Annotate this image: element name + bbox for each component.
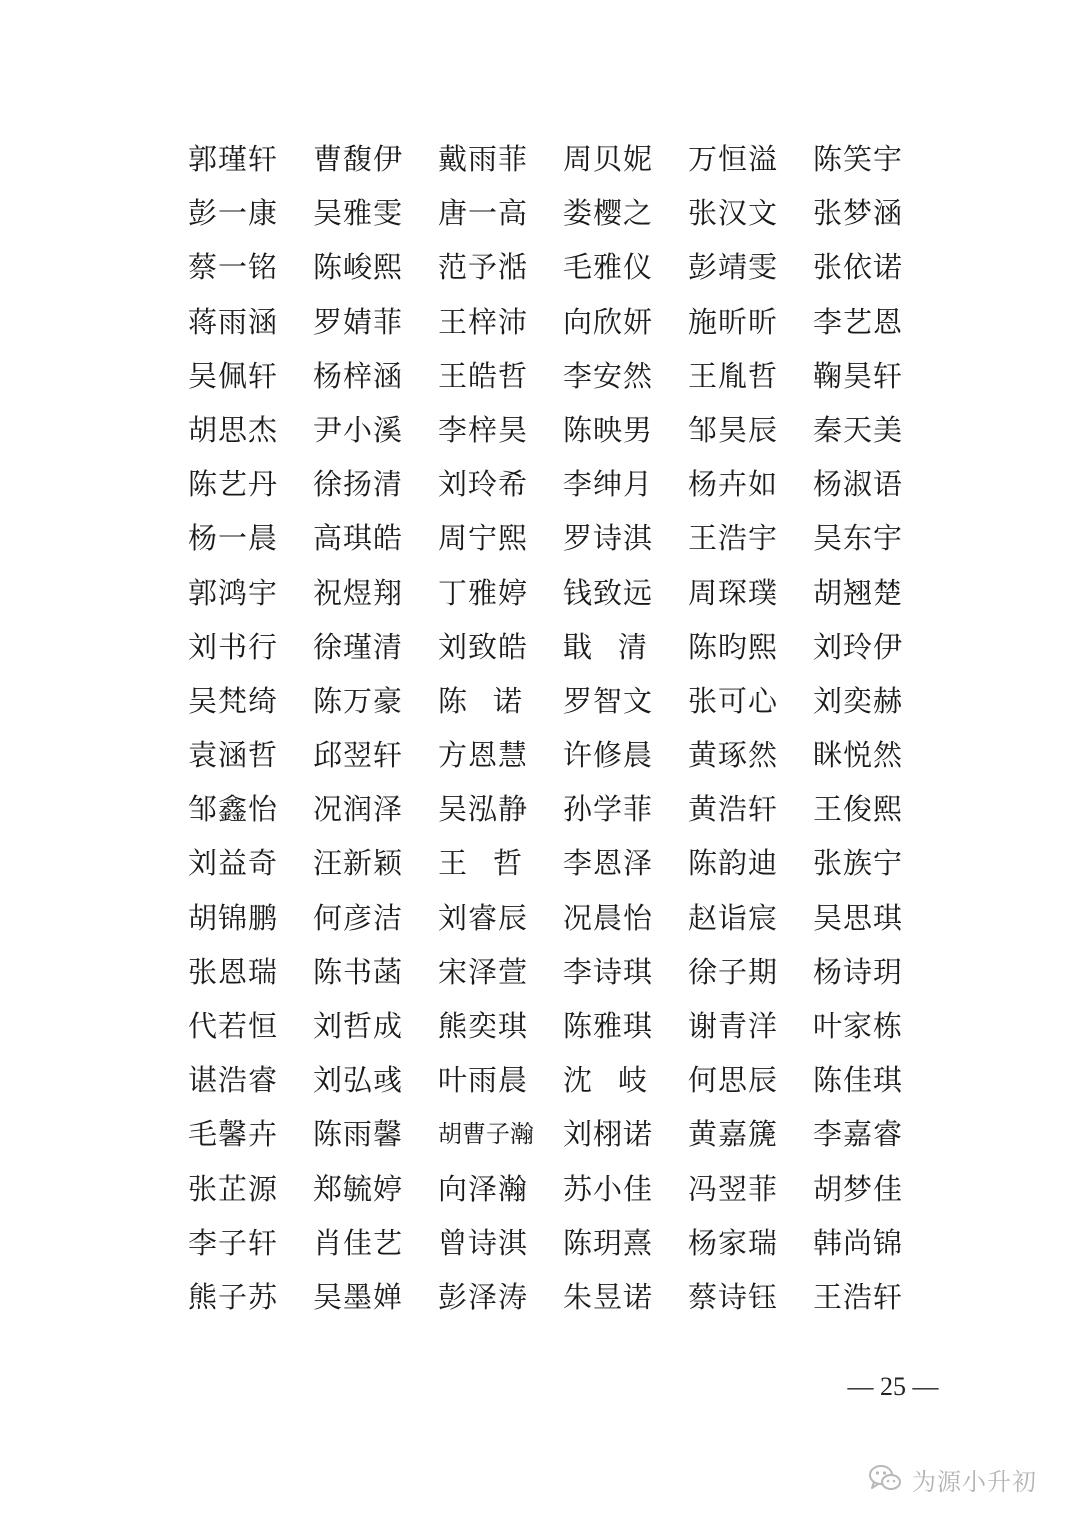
name-entry: 黄嘉篪 — [688, 1117, 779, 1152]
name-entry: 刘弘彧 — [313, 1063, 404, 1098]
name-entry: 高琪皓 — [313, 521, 404, 556]
name-entry: 叶家栋 — [813, 1009, 904, 1043]
watermark — [868, 1462, 1037, 1497]
name-entry: 刘哲成 — [313, 1009, 404, 1043]
name-entry: 郭鸿宇 — [188, 575, 279, 610]
name-entry: 周贝妮 — [563, 142, 654, 176]
name-entry: 邱翌轩 — [313, 738, 404, 773]
name-entry: 陈雨馨 — [313, 1117, 404, 1152]
name-entry: 胡锦鹏 — [188, 900, 279, 935]
name-entry: 熊奕琪 — [438, 1009, 529, 1043]
name-entry: 陈峻熙 — [313, 250, 404, 285]
name-entry: 黄琢然 — [688, 738, 779, 773]
wechat-icon — [868, 1463, 902, 1497]
name-entry: 李艺恩 — [813, 304, 904, 339]
name-entry: 陈雅琪 — [563, 1009, 654, 1043]
name-entry: 王浩轩 — [813, 1279, 904, 1314]
name-entry: 王梓沛 — [438, 304, 529, 339]
name-entry: 刘致皓 — [438, 629, 529, 664]
name-entry: 杨诗玥 — [813, 954, 904, 989]
name-entry: 胡梦佳 — [813, 1171, 904, 1206]
name-entry: 周琛璞 — [688, 575, 779, 610]
name-entry: 刘睿辰 — [438, 900, 529, 935]
name-entry: 刘栩诺 — [563, 1117, 654, 1152]
name-entry: 肖佳艺 — [313, 1225, 404, 1260]
name-entry: 何彦洁 — [313, 900, 404, 935]
name-entry: 向欣妍 — [563, 304, 654, 339]
name-entry: 吴佩轩 — [188, 358, 279, 393]
name-entry: 娄樱之 — [563, 196, 654, 231]
name-entry: 熊子苏 — [188, 1279, 279, 1314]
name-entry: 李子轩 — [188, 1225, 279, 1260]
name-entry: 眯悦然 — [813, 738, 904, 773]
name-entry: 陈诺 — [438, 683, 549, 718]
name-entry: 谌浩睿 — [188, 1063, 279, 1098]
name-entry: 黄浩轩 — [688, 792, 779, 827]
name-entry: 唐一高 — [438, 196, 529, 231]
name-entry: 袁涵哲 — [188, 738, 279, 773]
name-entry: 万恒溢 — [688, 142, 779, 176]
name-entry: 吴东宇 — [813, 521, 904, 556]
name-entry: 王浩宇 — [688, 521, 779, 556]
name-entry: 戢清 — [563, 629, 674, 664]
name-entry: 蔡一铭 — [188, 250, 279, 285]
name-entry: 李嘉睿 — [813, 1117, 904, 1152]
name-entry: 陈玥熹 — [563, 1225, 654, 1260]
name-entry: 罗智文 — [563, 683, 654, 718]
name-entry: 张芷源 — [188, 1171, 279, 1206]
name-entry: 王皓哲 — [438, 358, 529, 393]
name-entry: 胡曹子瀚 — [438, 1120, 534, 1149]
name-entry: 陈书菡 — [313, 954, 404, 989]
name-entry: 吴雅雯 — [313, 196, 404, 231]
name-entry: 况润泽 — [313, 792, 404, 827]
name-entry: 刘奕赫 — [813, 683, 904, 718]
name-entry: 叶雨晨 — [438, 1063, 529, 1098]
name-entry: 刘玲伊 — [813, 629, 904, 664]
name-entry: 苏小佳 — [563, 1171, 654, 1206]
name-entry: 鞠昊轩 — [813, 358, 904, 393]
name-entry: 陈映男 — [563, 412, 654, 447]
name-list — [188, 132, 928, 1324]
name-entry: 张梦涵 — [813, 196, 904, 231]
name-entry: 刘玲希 — [438, 467, 529, 502]
name-entry: 张恩瑞 — [188, 954, 279, 989]
name-entry: 张汉文 — [688, 196, 779, 231]
name-entry: 吴思琪 — [813, 900, 904, 935]
name-entry: 陈韵迪 — [688, 846, 779, 881]
name-entry: 钱致远 — [563, 575, 654, 610]
name-entry: 邹昊辰 — [688, 412, 779, 447]
name-entry: 杨一晨 — [188, 521, 279, 556]
name-entry: 李恩泽 — [563, 846, 654, 881]
name-entry: 陈笑宇 — [813, 142, 904, 176]
name-entry: 毛雅仪 — [563, 250, 654, 285]
watermark-text: 为源小升初 — [912, 1468, 1037, 1496]
name-entry: 许修晨 — [563, 738, 654, 773]
name-entry: 罗诗淇 — [563, 521, 654, 556]
name-entry: 郑毓婷 — [313, 1171, 404, 1206]
name-entry: 彭靖雯 — [688, 250, 779, 285]
name-entry: 张族宁 — [813, 846, 904, 881]
name-entry: 邹鑫怡 — [188, 792, 279, 827]
name-entry: 杨淑语 — [813, 467, 904, 502]
name-entry: 韩尚锦 — [813, 1225, 904, 1260]
name-entry: 赵诣宸 — [688, 900, 779, 935]
name-entry: 胡思杰 — [188, 412, 279, 447]
name-entry: 方恩慧 — [438, 738, 529, 773]
name-entry: 张依诺 — [813, 250, 904, 285]
name-entry: 徐子期 — [688, 954, 779, 989]
name-entry: 宋泽萱 — [438, 954, 529, 989]
name-entry: 况晨怡 — [563, 900, 654, 935]
name-entry: 李绅月 — [563, 467, 654, 502]
name-entry: 杨梓涵 — [313, 358, 404, 393]
name-entry: 毛馨卉 — [188, 1117, 279, 1152]
name-entry: 刘书行 — [188, 629, 279, 664]
name-entry: 施昕昕 — [688, 304, 779, 339]
name-entry: 吴墨婵 — [313, 1279, 404, 1314]
name-entry: 汪新颖 — [313, 846, 404, 881]
name-entry: 陈昀熙 — [688, 629, 779, 664]
name-entry: 吴梵绮 — [188, 683, 279, 718]
name-entry: 沈岐 — [563, 1063, 674, 1098]
name-entry: 蔡诗钰 — [688, 1279, 779, 1314]
name-entry: 罗婧菲 — [313, 304, 404, 339]
name-entry: 张可心 — [688, 683, 779, 718]
name-entry: 陈佳琪 — [813, 1063, 904, 1098]
name-entry: 李诗琪 — [563, 954, 654, 989]
name-entry: 代若恒 — [188, 1009, 279, 1043]
name-entry: 徐瑾清 — [313, 629, 404, 664]
name-entry: 祝煜翔 — [313, 575, 404, 610]
name-entry: 胡翘楚 — [813, 575, 904, 610]
name-entry: 王俊熙 — [813, 792, 904, 827]
page-number: — 25 — — [847, 1372, 939, 1401]
name-entry: 朱昱诺 — [563, 1279, 654, 1314]
name-entry: 戴雨菲 — [438, 142, 529, 176]
name-entry: 谢青洋 — [688, 1009, 779, 1043]
name-entry: 范予湉 — [438, 250, 529, 285]
name-entry: 杨家瑞 — [688, 1225, 779, 1260]
name-entry: 徐扬清 — [313, 467, 404, 502]
name-entry: 何思辰 — [688, 1063, 779, 1098]
name-entry: 孙学菲 — [563, 792, 654, 827]
name-entry: 王哲 — [438, 846, 549, 881]
name-entry: 陈艺丹 — [188, 467, 279, 502]
name-entry: 彭一康 — [188, 196, 279, 231]
name-entry: 向泽瀚 — [438, 1171, 529, 1206]
name-entry: 周宁熙 — [438, 521, 529, 556]
name-entry: 李安然 — [563, 358, 654, 393]
name-entry: 曹馥伊 — [313, 142, 404, 176]
name-entry: 丁雅婷 — [438, 575, 529, 610]
name-entry: 尹小溪 — [313, 412, 404, 447]
name-entry: 郭瑾轩 — [188, 142, 279, 176]
name-entry: 陈万豪 — [313, 683, 404, 718]
name-entry: 吴泓静 — [438, 792, 529, 827]
name-entry: 杨卉如 — [688, 467, 779, 502]
name-entry: 曾诗淇 — [438, 1225, 529, 1260]
name-entry: 彭泽涛 — [438, 1279, 529, 1314]
name-entry: 冯翌菲 — [688, 1171, 779, 1206]
name-entry: 李梓昊 — [438, 412, 529, 447]
name-entry: 秦天美 — [813, 412, 904, 447]
name-entry: 蒋雨涵 — [188, 304, 279, 339]
name-entry: 王胤哲 — [688, 358, 779, 393]
name-entry: 刘益奇 — [188, 846, 279, 881]
